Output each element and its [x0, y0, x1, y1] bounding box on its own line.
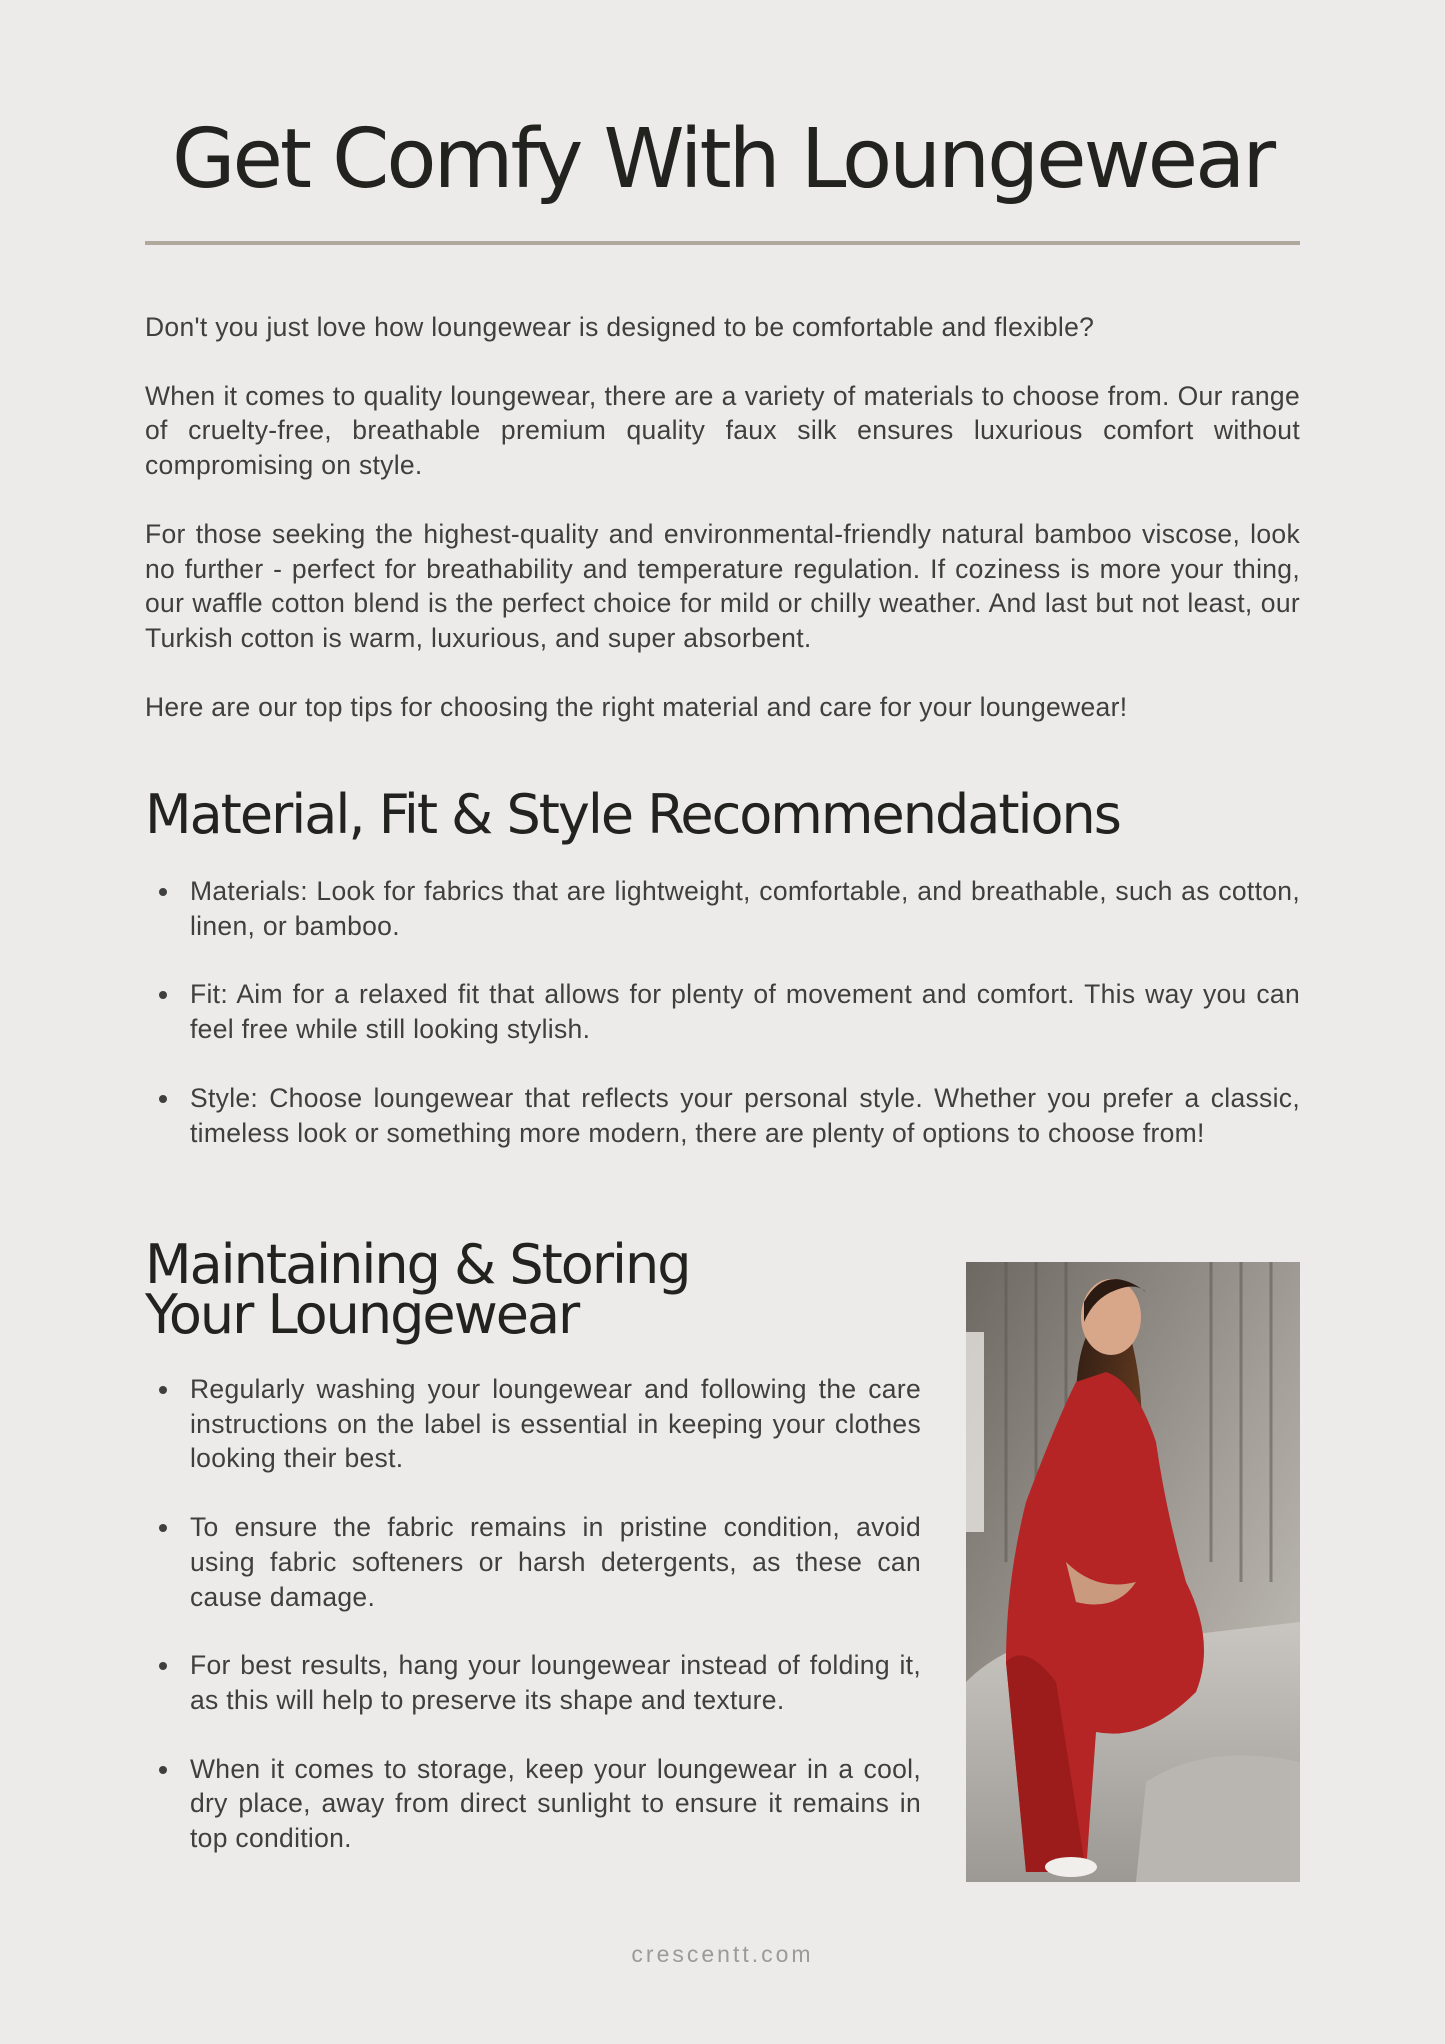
intro-paragraph: Here are our top tips for choosing the right material and care for your loungewear! [145, 691, 1128, 722]
title-divider [145, 241, 1300, 245]
bullet-icon [159, 1524, 167, 1532]
list-item-text: Style: Choose loungewear that reflects your personal style. Whether you prefer a classic, timeless look or something more modern, there are plenty of options to choose from! [190, 1082, 1300, 1148]
section-heading-line: Maintaining & Storing [145, 1233, 690, 1296]
section-heading-line: Your Loungewear [145, 1283, 579, 1346]
intro-paragraph: Don't you just love how loungewear is designed to be comfortable and flexible? [145, 312, 1095, 342]
recommendations-list [145, 874, 1300, 1184]
bullet-icon [159, 1766, 167, 1774]
list-item [145, 1081, 1300, 1150]
intro-paragraph: When it comes to quality loungewear, there are a variety of materials to choose from. Our range of cruelty-free, breathable premium quality faux silk ensures luxurious comfort without compromising on style. [145, 380, 1300, 481]
bullet-icon [159, 991, 167, 999]
bullet-icon [159, 1386, 167, 1394]
loungewear-model-photo [966, 1262, 1300, 1882]
list-item [145, 977, 1300, 1046]
page-title: Get Comfy With Loungewear [171, 112, 1274, 207]
list-item-text: Fit: Aim for a relaxed fit that allows for plenty of movement and comfort. This way you can feel free while still looking stylish. [190, 979, 1300, 1045]
bullet-icon [159, 1662, 167, 1670]
section-heading-recommendations: Material, Fit & Style Recommendations [145, 783, 1120, 846]
bullet-icon [159, 1095, 167, 1103]
list-item [145, 1510, 921, 1614]
list-item-text: Regularly washing your loungewear and following the care instructions on the label is essential in keeping your clothes looking their best. [190, 1374, 921, 1474]
section-heading-maintaining [145, 1233, 745, 1346]
intro-section [145, 310, 1300, 758]
list-item [145, 1648, 921, 1717]
care-list [145, 1372, 921, 1890]
footer-website: crescentt.com [631, 1941, 814, 1967]
list-item-text: To ensure the fabric remains in pristine condition, avoid using fabric softeners or harsh detergents, as these can cause damage. [190, 1512, 921, 1612]
list-item-text: For best results, hang your loungewear instead of folding it, as this will help to preserve its shape and texture. [190, 1650, 921, 1715]
list-item [145, 1372, 921, 1476]
list-item-text: When it comes to storage, keep your loungewear in a cool, dry place, away from direct sunlight to ensure it remains in top condition. [190, 1753, 921, 1854]
list-item [145, 874, 1300, 943]
intro-paragraph: For those seeking the highest-quality and environmental-friendly natural bamboo viscose, look no further - perfect for breathability and temperature regulation. If coziness is more your thing, our waffle cotton blend is the perfect choice for mild or chilly weather. And last but not least, our Turkish cotton is warm, luxurious, and super absorbent. [145, 518, 1300, 653]
list-item [145, 1752, 921, 1856]
bullet-icon [159, 888, 167, 896]
list-item-text: Materials: Look for fabrics that are lightweight, comfortable, and breathable, such as cotton, linen, or bamboo. [190, 876, 1300, 941]
